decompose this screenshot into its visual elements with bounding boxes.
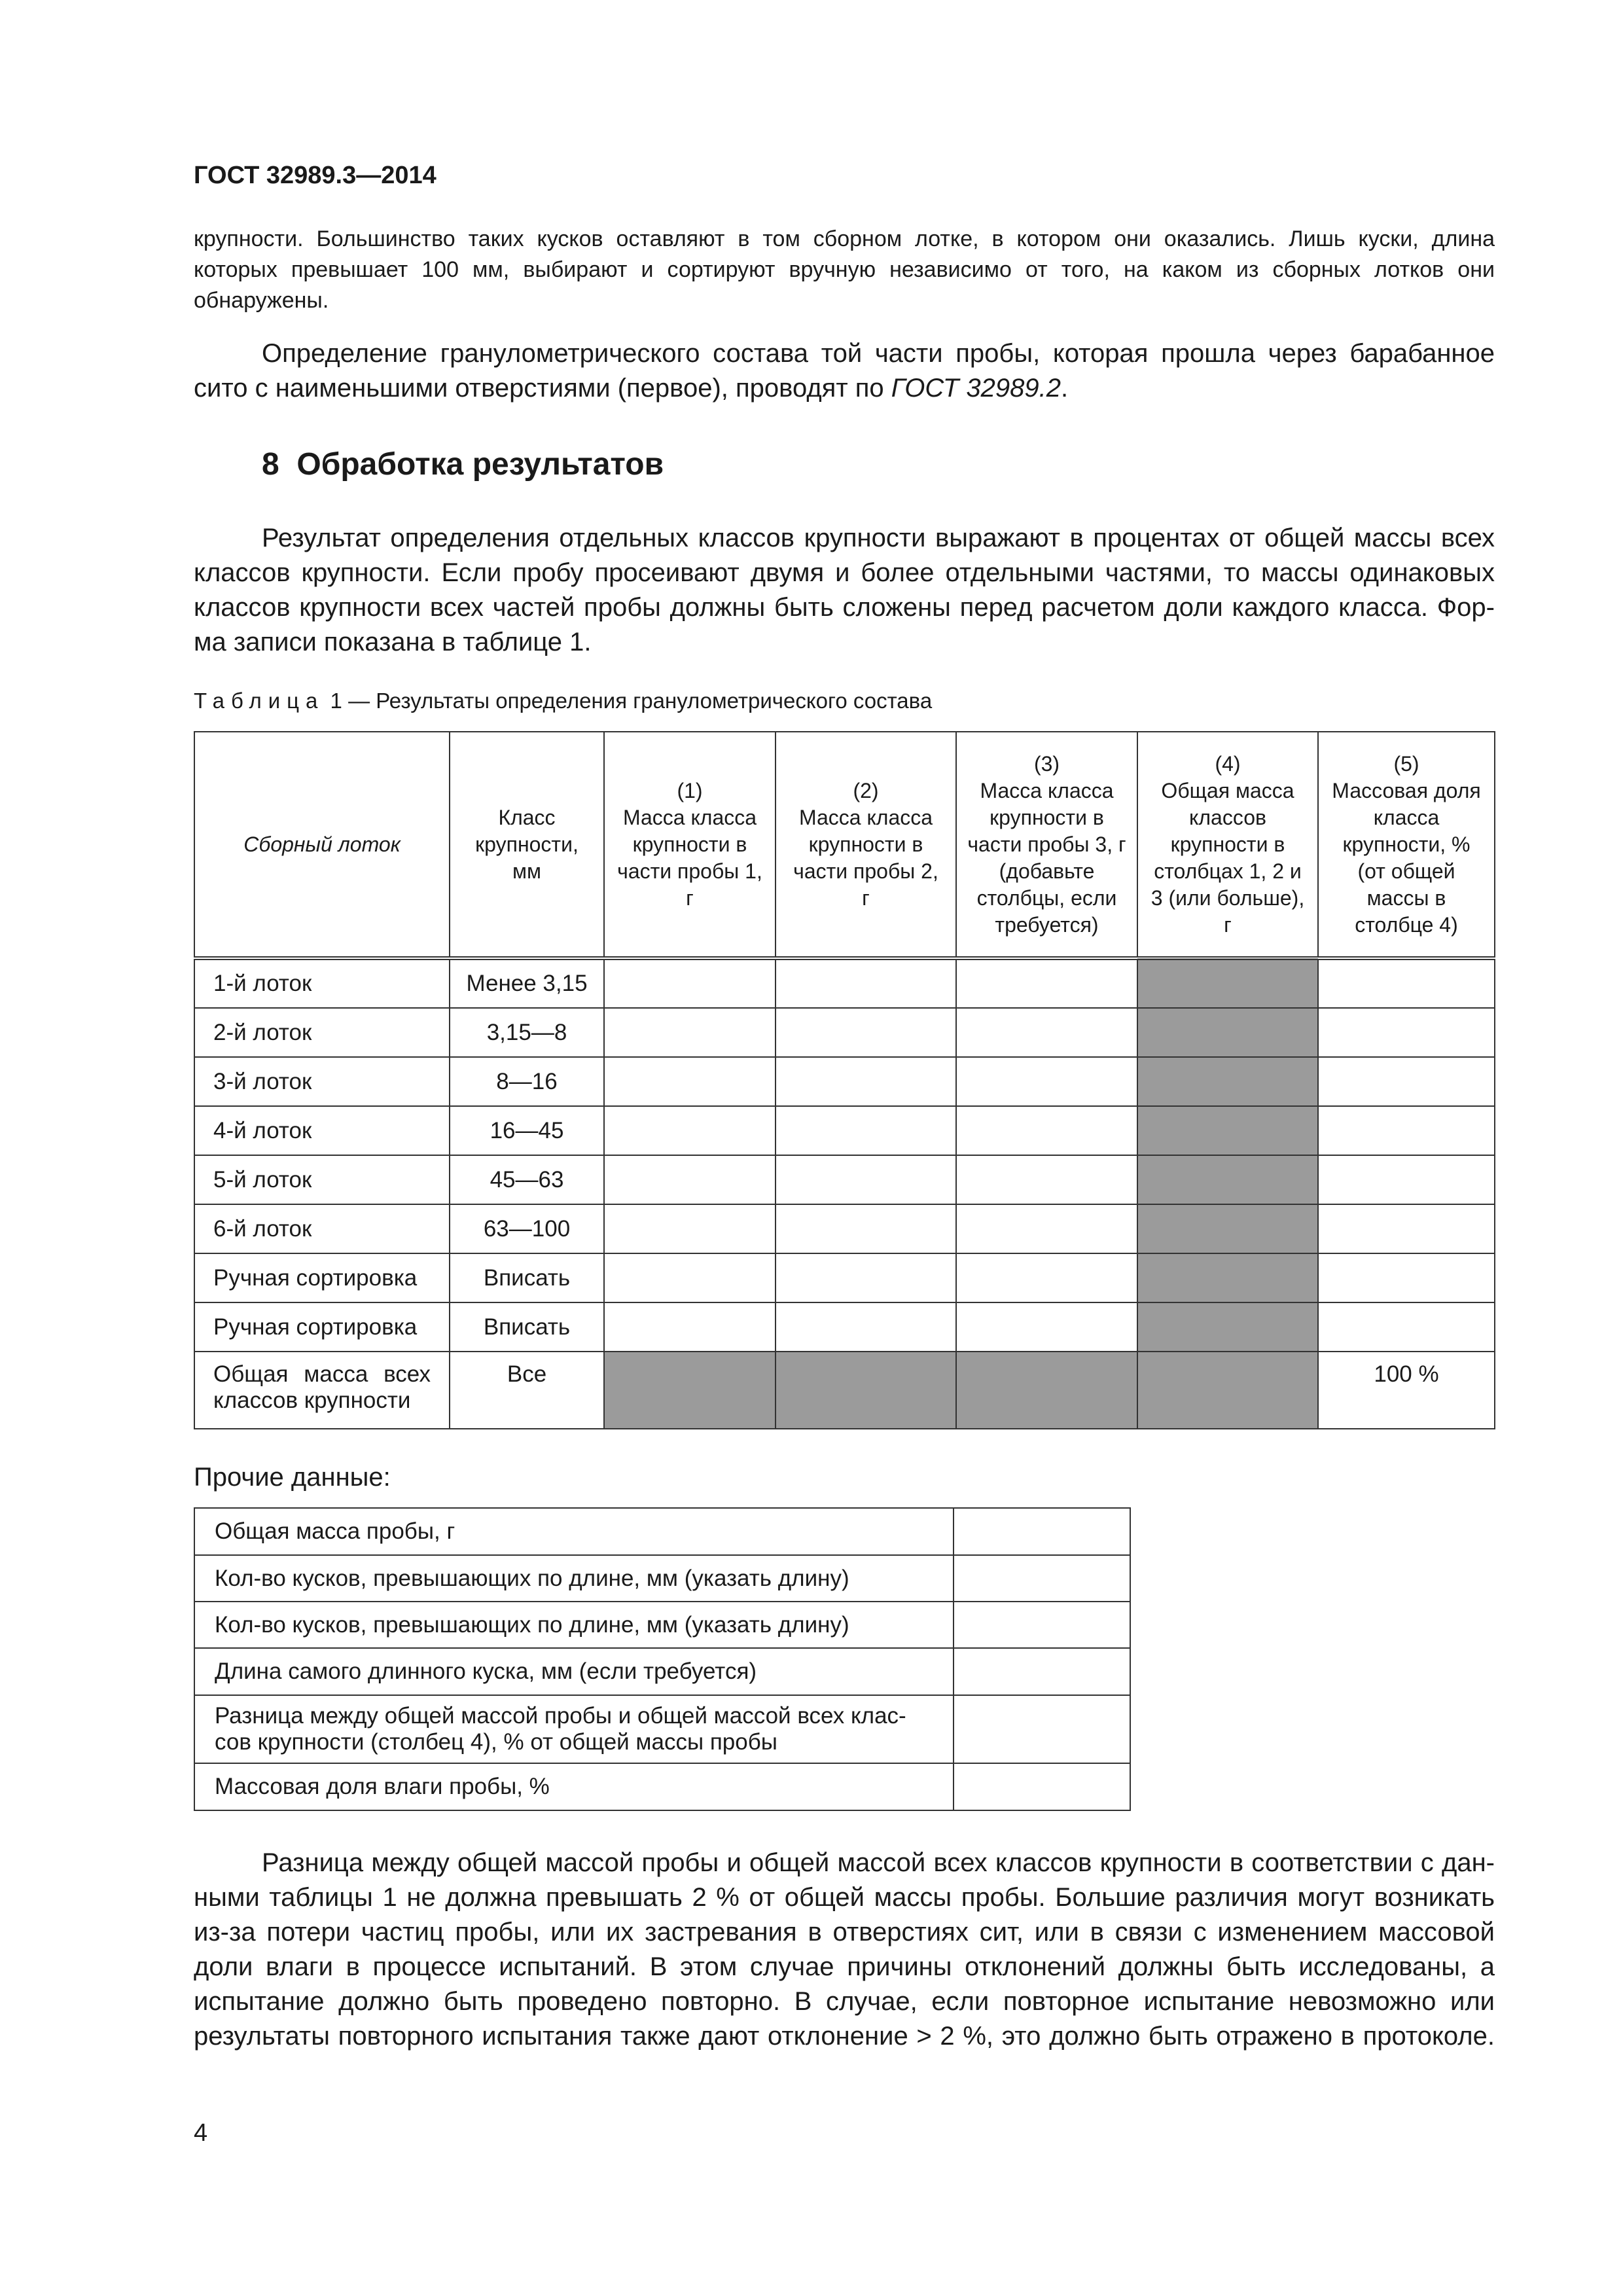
other-data-label-cell: Длина самого длинного куска, мм (если требуется): [194, 1648, 954, 1695]
total-mass-cell: [1137, 1302, 1318, 1352]
mass-part-1-cell: [604, 1008, 776, 1057]
header-line: требуется): [995, 912, 1099, 937]
other-data-value-cell: [954, 1763, 1130, 1810]
header-line: столбце 4): [1355, 912, 1458, 937]
header-line: мм: [512, 859, 541, 883]
header-line: крупности в: [808, 832, 923, 856]
mass-part-2-cell: [776, 1106, 956, 1155]
table-row: [194, 1057, 1495, 1106]
header-line: г: [862, 886, 870, 910]
header-line: Масса класса: [622, 805, 757, 829]
other-data-label: Прочие данные:: [194, 1463, 391, 1492]
header-mass-part-1: [604, 732, 776, 958]
size-class-cell: Менее 3,15: [450, 958, 604, 1008]
header-line: столбцы, если: [976, 886, 1117, 910]
other-data-table: [194, 1507, 1131, 1811]
total-mass-cell: [1137, 1008, 1318, 1057]
other-data-label-cell: [194, 1695, 954, 1763]
tray-cell: 1-й лоток: [194, 958, 450, 1008]
header-line: части пробы 2,: [793, 859, 938, 883]
header-line: г: [1224, 912, 1232, 937]
text-line: [194, 371, 1495, 406]
table-row: [194, 1106, 1495, 1155]
intro-paragraph: [194, 224, 1495, 316]
text-line: обнаружены.: [194, 288, 329, 313]
mass-part-2-cell: [776, 1155, 956, 1204]
table-row: [194, 958, 1495, 1008]
text-line: испытание должно быть проведено повторно. В случае, если повторное испытание невозможно или: [194, 1987, 1495, 2016]
results-table: [194, 731, 1495, 1429]
size-class-cell: 45—63: [450, 1155, 604, 1204]
mass-part-1-cell: [604, 1302, 776, 1352]
mass-part-3-cell: [956, 1253, 1137, 1302]
header-line: Массовая доля: [1332, 778, 1481, 802]
header-line: крупности,: [475, 832, 579, 856]
total-mass-cell: [1137, 1204, 1318, 1253]
total-label-line: Общая масса всех: [213, 1361, 431, 1387]
other-data-value-cell: [954, 1648, 1130, 1695]
mass-share-cell: [1318, 958, 1495, 1008]
other-data-value-cell: [954, 1602, 1130, 1648]
header-line: крупности в: [990, 805, 1104, 829]
table-row: [194, 1648, 1130, 1695]
size-class-cell: Все: [450, 1352, 604, 1429]
header-line: крупности в: [632, 832, 747, 856]
total-label-line: классов крупности: [213, 1388, 411, 1413]
size-class-cell: 63—100: [450, 1204, 604, 1253]
mass-part-1-cell: [604, 1204, 776, 1253]
text-line: доли влаги в процессе испытаний. В этом случае причины отклонений должны быть исследованы, а: [194, 1952, 1495, 1981]
header-line: (2): [853, 778, 879, 802]
final-paragraph: [194, 1846, 1495, 2054]
total-mass-cell: [1137, 1352, 1318, 1429]
mass-part-3-cell: [956, 958, 1137, 1008]
header-line: столбцах 1, 2 и: [1154, 859, 1302, 883]
mass-share-cell: [1318, 1008, 1495, 1057]
mass-part-1-cell: [604, 1253, 776, 1302]
table-caption: [194, 689, 932, 713]
tray-cell: 5-й лоток: [194, 1155, 450, 1204]
header-line: 3 (или больше),: [1150, 886, 1305, 910]
header-line: классов: [1189, 805, 1266, 829]
header-line: крупности в: [1170, 832, 1285, 856]
tray-cell: Ручная сортировка: [194, 1253, 450, 1302]
mass-part-1-cell: [604, 958, 776, 1008]
size-class-cell: Вписать: [450, 1253, 604, 1302]
mass-part-1-cell: [604, 1155, 776, 1204]
mass-part-3-cell: [956, 1155, 1137, 1204]
tray-cell: 2-й лоток: [194, 1008, 450, 1057]
other-data-label-cell: Массовая доля влаги пробы, %: [194, 1763, 954, 1810]
text-line: Разница между общей массой пробы и общей массой всех классов крупности в соответствии с дан-: [262, 1848, 1495, 1877]
header-line: части пробы 3, г: [967, 832, 1126, 856]
table-row: [194, 1602, 1130, 1648]
total-mass-cell: [1137, 1155, 1318, 1204]
size-class-cell: 8—16: [450, 1057, 604, 1106]
header-mass-share: [1318, 732, 1495, 958]
table-row: [194, 1508, 1130, 1555]
table-row: [194, 1763, 1130, 1810]
header-line: (5): [1393, 751, 1419, 776]
definition-paragraph: [194, 336, 1495, 406]
header-mass-part-3: [956, 732, 1137, 958]
table-row: [194, 1555, 1130, 1602]
mass-part-1-cell: [604, 1352, 776, 1429]
size-class-cell: 16—45: [450, 1106, 604, 1155]
mass-part-3-cell: [956, 1008, 1137, 1057]
text-line: результаты повторного испытания также дают отклонение > 2 %, это должно быть отражено в протоколе.: [194, 2022, 1495, 2051]
header-line: (4): [1215, 751, 1241, 776]
table-row: [194, 1204, 1495, 1253]
table-row: [194, 1302, 1495, 1352]
label-line: Разница между общей массой пробы и общей массой всех клас-: [215, 1703, 906, 1729]
section-heading: 8 Обработка результатов: [262, 447, 664, 482]
tray-cell: 4-й лоток: [194, 1106, 450, 1155]
mass-part-2-cell: [776, 1008, 956, 1057]
header-line: (от общей: [1357, 859, 1455, 883]
table-total-row: [194, 1352, 1495, 1429]
table-caption-word: Таблица: [194, 689, 325, 713]
mass-share-cell: [1318, 1106, 1495, 1155]
total-mass-cell: [1137, 1253, 1318, 1302]
mass-part-3-cell: [956, 1204, 1137, 1253]
results-paragraph: [194, 521, 1495, 660]
header-line: части пробы 1,: [617, 859, 762, 883]
mass-part-2-cell: [776, 1253, 956, 1302]
mass-part-2-cell: [776, 1057, 956, 1106]
other-data-label-cell: Кол-во кусков, превышающих по длине, мм (указать длину): [194, 1602, 954, 1648]
mass-share-cell: [1318, 1155, 1495, 1204]
text-line: ными таблицы 1 не должна превышать 2 % от общей массы пробы. Большие различия могут возникать: [194, 1883, 1495, 1912]
mass-share-cell: [1318, 1057, 1495, 1106]
text-line: из-за потери частиц пробы, или их застревания в отверстиях сит, или в связи с изменением массовой: [194, 1918, 1495, 1946]
text-line: Результат определения отдельных классов крупности выражают в процентах от общей массы всех: [262, 524, 1495, 552]
total-mass-cell: [1137, 1057, 1318, 1106]
header-line: массы в: [1366, 886, 1446, 910]
header-line: (добавьте: [999, 859, 1095, 883]
other-data-value-cell: [954, 1508, 1130, 1555]
text-line: классов крупности. Если пробу просеивают двумя и более отдельными частями, то массы одинаковых: [194, 558, 1495, 587]
header-line: (1): [677, 778, 703, 802]
header-line: класса: [1373, 805, 1440, 829]
mass-part-3-cell: [956, 1106, 1137, 1155]
tray-cell: Ручная сортировка: [194, 1302, 450, 1352]
mass-part-1-cell: [604, 1106, 776, 1155]
table-row: [194, 1155, 1495, 1204]
total-mass-cell: [1137, 1106, 1318, 1155]
mass-share-cell: [1318, 1302, 1495, 1352]
standard-reference: ГОСТ 32989.2: [891, 374, 1061, 403]
header-total-mass: [1137, 732, 1318, 958]
text-line: которых превышает 100 мм, выбирают и сортируют вручную независимо от того, на каком из сборных лотков они: [194, 257, 1495, 282]
text-line: классов крупности всех частей пробы должны быть сложены перед расчетом доли каждого класса. Фор-: [194, 593, 1495, 622]
mass-part-3-cell: [956, 1302, 1137, 1352]
mass-share-total-cell: 100 %: [1318, 1352, 1495, 1429]
mass-part-2-cell: [776, 958, 956, 1008]
mass-part-3-cell: [956, 1352, 1137, 1429]
text-line: ма записи показана в таблице 1.: [194, 628, 592, 656]
other-data-label-cell: Кол-во кусков, превышающих по длине, мм (указать длину): [194, 1555, 954, 1602]
document-code: ГОСТ 32989.3—2014: [194, 162, 437, 189]
text-fragment: сито с наименьшими отверстиями (первое), проводят по: [194, 374, 891, 403]
header-line: крупности, %: [1342, 832, 1471, 856]
mass-share-cell: [1318, 1253, 1495, 1302]
header-size-class: [450, 732, 604, 958]
other-data-value-cell: [954, 1695, 1130, 1763]
text-line: крупности. Большинство таких кусков оставляют в том сборном лотке, в котором они оказались. Лишь куски, длина: [194, 226, 1495, 251]
table-row: [194, 1253, 1495, 1302]
mass-share-cell: [1318, 1204, 1495, 1253]
table-row: [194, 1695, 1130, 1763]
header-collecting-tray: Сборный лоток: [194, 732, 450, 958]
size-class-cell: Вписать: [450, 1302, 604, 1352]
mass-part-2-cell: [776, 1352, 956, 1429]
tray-cell: 6-й лоток: [194, 1204, 450, 1253]
tray-cell: 3-й лоток: [194, 1057, 450, 1106]
text-fragment: .: [1061, 374, 1069, 403]
page-number: 4: [194, 2119, 208, 2147]
table-header-row: [194, 732, 1495, 958]
header-line: Масса класса: [980, 778, 1114, 802]
mass-part-3-cell: [956, 1057, 1137, 1106]
header-line: г: [686, 886, 694, 910]
mass-part-1-cell: [604, 1057, 776, 1106]
size-class-cell: 3,15—8: [450, 1008, 604, 1057]
header-line: Класс: [498, 805, 556, 829]
total-mass-cell: [1137, 958, 1318, 1008]
total-label-cell: [194, 1352, 450, 1429]
header-line: Общая масса: [1161, 778, 1294, 802]
label-line: сов крупности (столбец 4), % от общей массы пробы: [215, 1729, 777, 1755]
other-data-label-cell: Общая масса пробы, г: [194, 1508, 954, 1555]
header-line: (3): [1033, 751, 1060, 776]
other-data-value-cell: [954, 1555, 1130, 1602]
header-mass-part-2: [776, 732, 956, 958]
table-row: [194, 1008, 1495, 1057]
text-line: Определение гранулометрического состава той части пробы, которая прошла через барабанное: [262, 339, 1495, 368]
header-line: Масса класса: [798, 805, 933, 829]
mass-part-2-cell: [776, 1204, 956, 1253]
table-caption-text: 1 — Результаты определения гранулометрического состава: [324, 689, 933, 713]
mass-part-2-cell: [776, 1302, 956, 1352]
